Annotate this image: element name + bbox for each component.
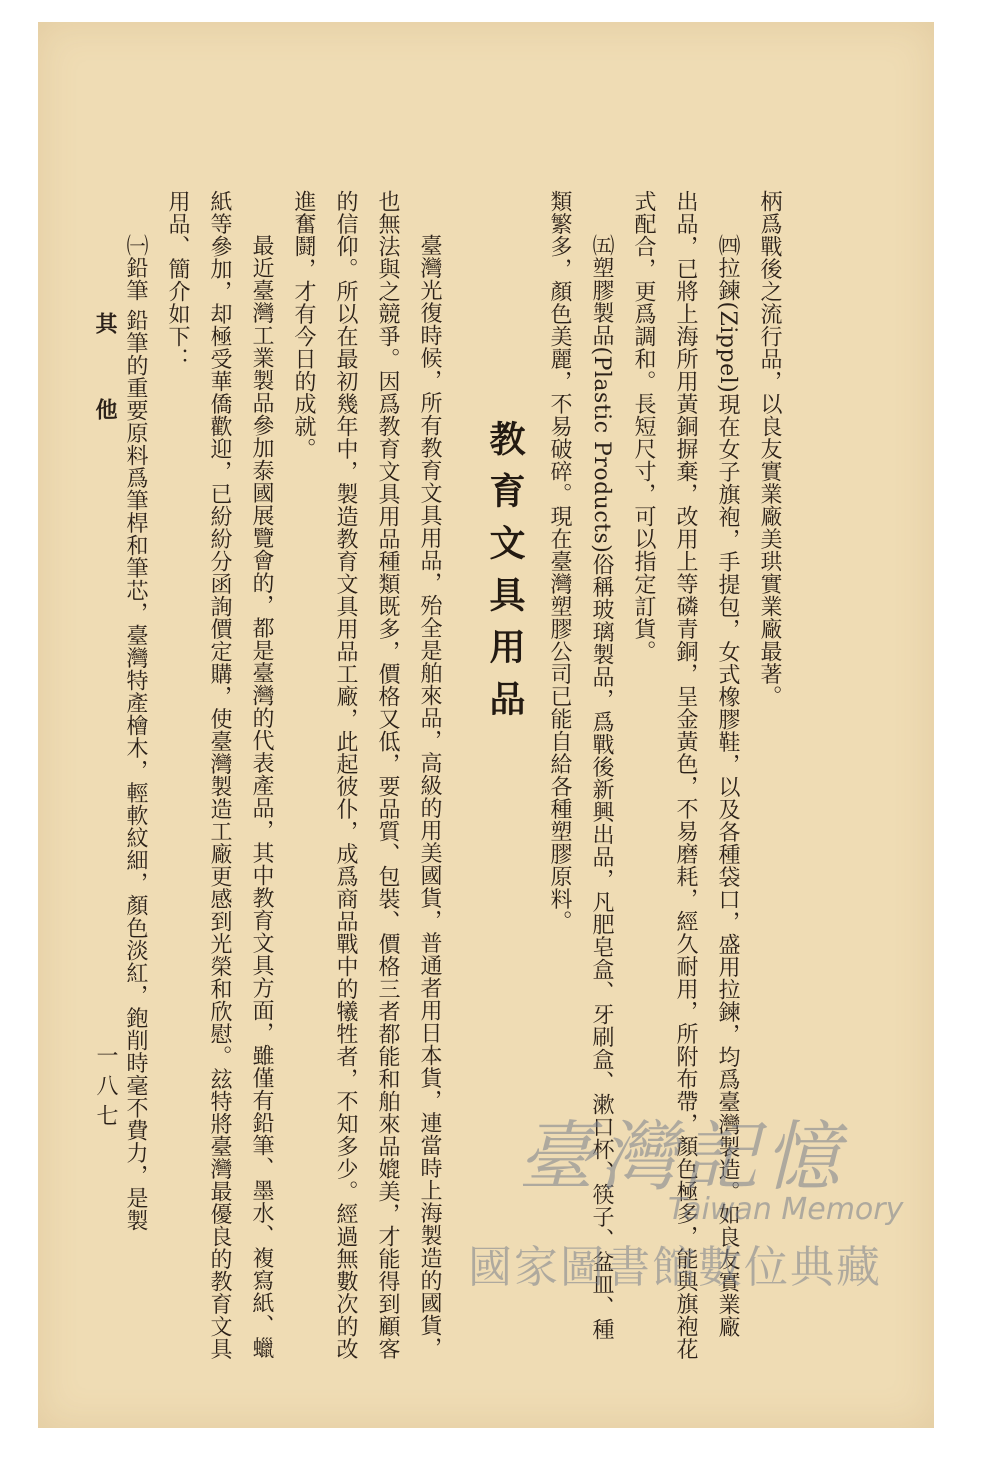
page-number: 一八七 — [93, 1044, 118, 1134]
section-title: 教育文具用品 — [484, 420, 526, 732]
paragraph: ㈤塑膠製品(Plastic Products)俗稱玻璃製品，爲戰後新興出品，凡肥皂盒、牙刷盒、漱口杯、筷子、盆皿、種類繁多，顏色美麗，不易破碎。現在臺灣塑膠公司已能自給各種塑膠原料。 — [547, 190, 614, 1341]
body-text — [123, 190, 790, 1360]
paragraph: ㈣拉鍊(Zippel)現在女子旗袍，手提包，女式橡膠鞋，以及各種袋口，盛用拉鍊，均爲臺灣製造。如良友實業廠出品，已將上海所用黃銅摒棄，改用上等磷青銅，呈金黃色，不易磨耗，經久耐用，所附布帶，顏色極多，能與旗袍花式配合，更爲調和。長短尺寸，可以指定訂貨。 — [631, 190, 740, 1360]
book-page — [38, 22, 934, 1428]
watermark-title: 臺灣記憶 — [518, 1112, 846, 1201]
paragraph: 最近臺灣工業製品參加泰國展覽會的，都是臺灣的代表產品，其中教育文具方面，雖僅有鉛筆、墨水、複寫紙、蠟紙等參加，却極受華僑歡迎，已紛紛分函詢價定購，使臺灣製造工廠更感到光榮和欣慰。玆特將臺灣最優良的教育文具用品、簡介如下： — [165, 190, 274, 1360]
paragraph: 柄爲戰後之流行品，以良友實業廠美珙實業廠最著。 — [757, 190, 782, 708]
paragraph: ㈠鉛筆 鉛筆的重要原料爲筆桿和筆芯，臺灣特產檜木，輕軟紋細，顏色淡紅，鉋削時毫不費力，是製 — [123, 234, 148, 1232]
watermark-subtitle: Taiwan Memory — [668, 1192, 904, 1227]
paragraph: 臺灣光復時候，所有教育文具用品，殆全是舶來品，高級的用美國貨，普通者用日本貨，連當時上海製造的國貨，也無法與之競爭。因爲教育文具用品種類既多，價格又低，要品質、包裝、價格三者都能和舶來品媲美，才能得到顧客的信仰。所以在最初幾年中，製造教育文具用品工廠，此起彼仆，成爲商品戰中的犧牲者，不知多少。經過無數次的改進奮鬪，才有今日的成就。 — [291, 190, 442, 1360]
watermark-caption: 國家圖書館數位典藏 — [468, 1242, 882, 1293]
running-head: 其他 — [92, 312, 118, 484]
